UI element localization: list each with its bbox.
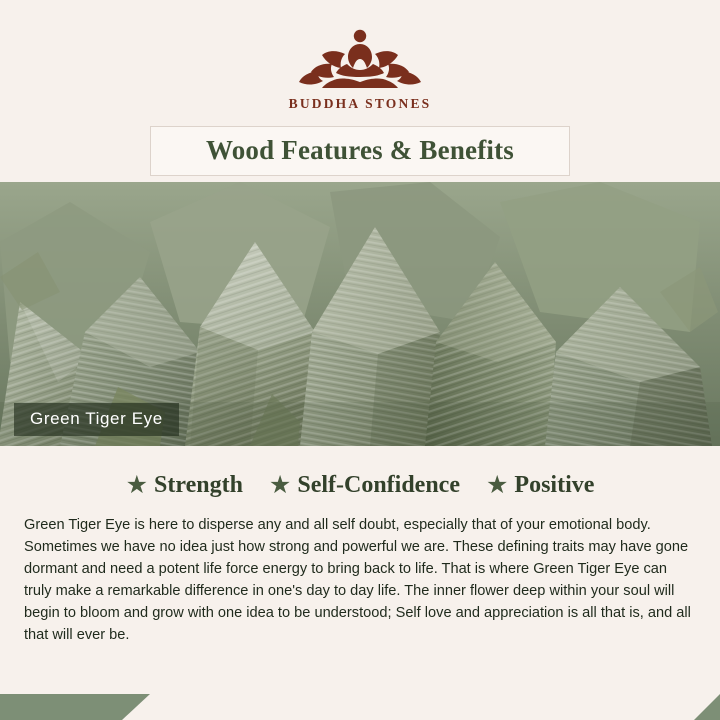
title-banner — [150, 126, 570, 176]
content-section — [0, 446, 720, 647]
hero-image — [0, 182, 720, 446]
hero-caption: Green Tiger Eye — [14, 403, 179, 436]
star-icon: ★ — [486, 471, 509, 499]
benefit-item — [126, 472, 243, 499]
benefit-label: Strength — [154, 472, 243, 498]
description-paragraph: Green Tiger Eye is here to disperse any and all self doubt, especially that of your emotional body. Sometimes we have no idea just how strong and powerful we are. These defining traits may have gone dormant and need a potent life force energy to bring back to life. That is where Green Tiger Eye can truly make a remarkable difference in one's day to day life. The inner flower deep within your soul will begin to bloom and grow with one idea to be understood; Self love and appreciation is all that is, and all that will ever be. — [24, 516, 691, 644]
header — [0, 0, 720, 182]
corner-decoration-bottom-right — [694, 694, 720, 720]
brand-logo — [0, 0, 720, 90]
page-title: Wood Features & Benefits — [205, 134, 515, 165]
corner-decoration-bottom-left — [0, 694, 150, 720]
brand-name: BUDDHA STONES — [288, 96, 432, 111]
lotus-meditation-icon — [285, 24, 435, 90]
benefits-list — [24, 472, 696, 499]
benefit-label: Self-Confidence — [297, 472, 460, 498]
star-icon: ★ — [125, 471, 149, 499]
benefit-item — [486, 472, 594, 499]
star-icon: ★ — [268, 471, 292, 499]
benefit-item — [269, 472, 460, 499]
benefit-label: Positive — [514, 472, 595, 498]
